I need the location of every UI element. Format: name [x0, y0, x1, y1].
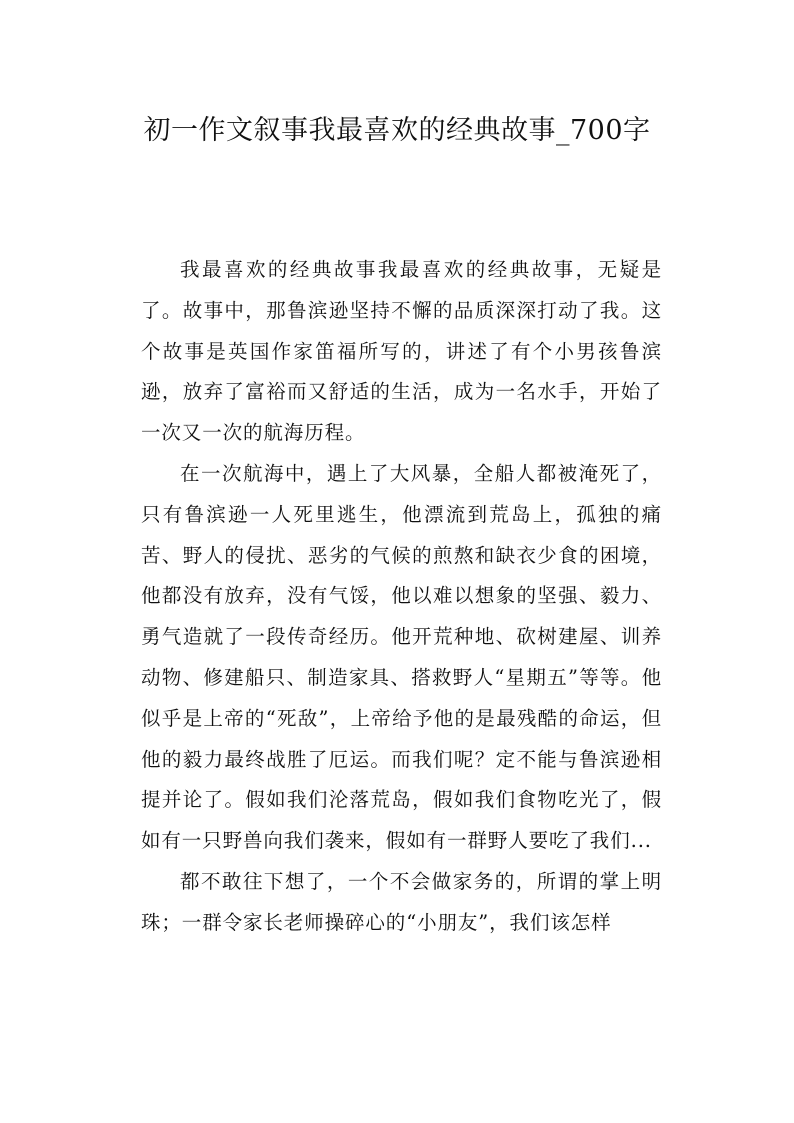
paragraph: 在一次航海中，遇上了大风暴，全船人都被淹死了，只有鲁滨逊一人死里逃生，他漂流到荒岛上，孤独的痛苦、野人的侵扰、恶劣的气候的煎熬和缺衣少食的困境，他都没有放弃，没有气馁，他以难以想象的坚强、毅力、勇气造就了一段传奇经历。他开荒种地、砍树建屋、训养动物、修建船只、制造家具、搭救野人“星期五”等等。他似乎是上帝的“死敌”，上帝给予他的是最残酷的命运，但他的毅力最终战胜了厄运。而我们呢？定不能与鲁滨逊相提并论了。假如我们沦落荒岛，假如我们食物吃光了，假如有一只野兽向我们袭来，假如有一群野人要吃了我们...: [141, 461, 662, 853]
paragraph: 都不敢往下想了，一个不会做家务的，所谓的掌上明珠；一群令家长老师操碎心的“小朋友”，我们该怎样: [141, 869, 662, 934]
document-body: [141, 250, 662, 944]
paragraph: 我最喜欢的经典故事我最喜欢的经典故事，无疑是了。故事中，那鲁滨逊坚持不懈的品质深深打动了我。这个故事是英国作家笛福所写的，讲述了有个小男孩鲁滨逊，放弃了富裕而又舒适的生活，成为一名水手，开始了一次又一次的航海历程。: [141, 258, 662, 445]
document-title: 初一作文叙事我最喜欢的经典故事_700字: [143, 115, 651, 146]
